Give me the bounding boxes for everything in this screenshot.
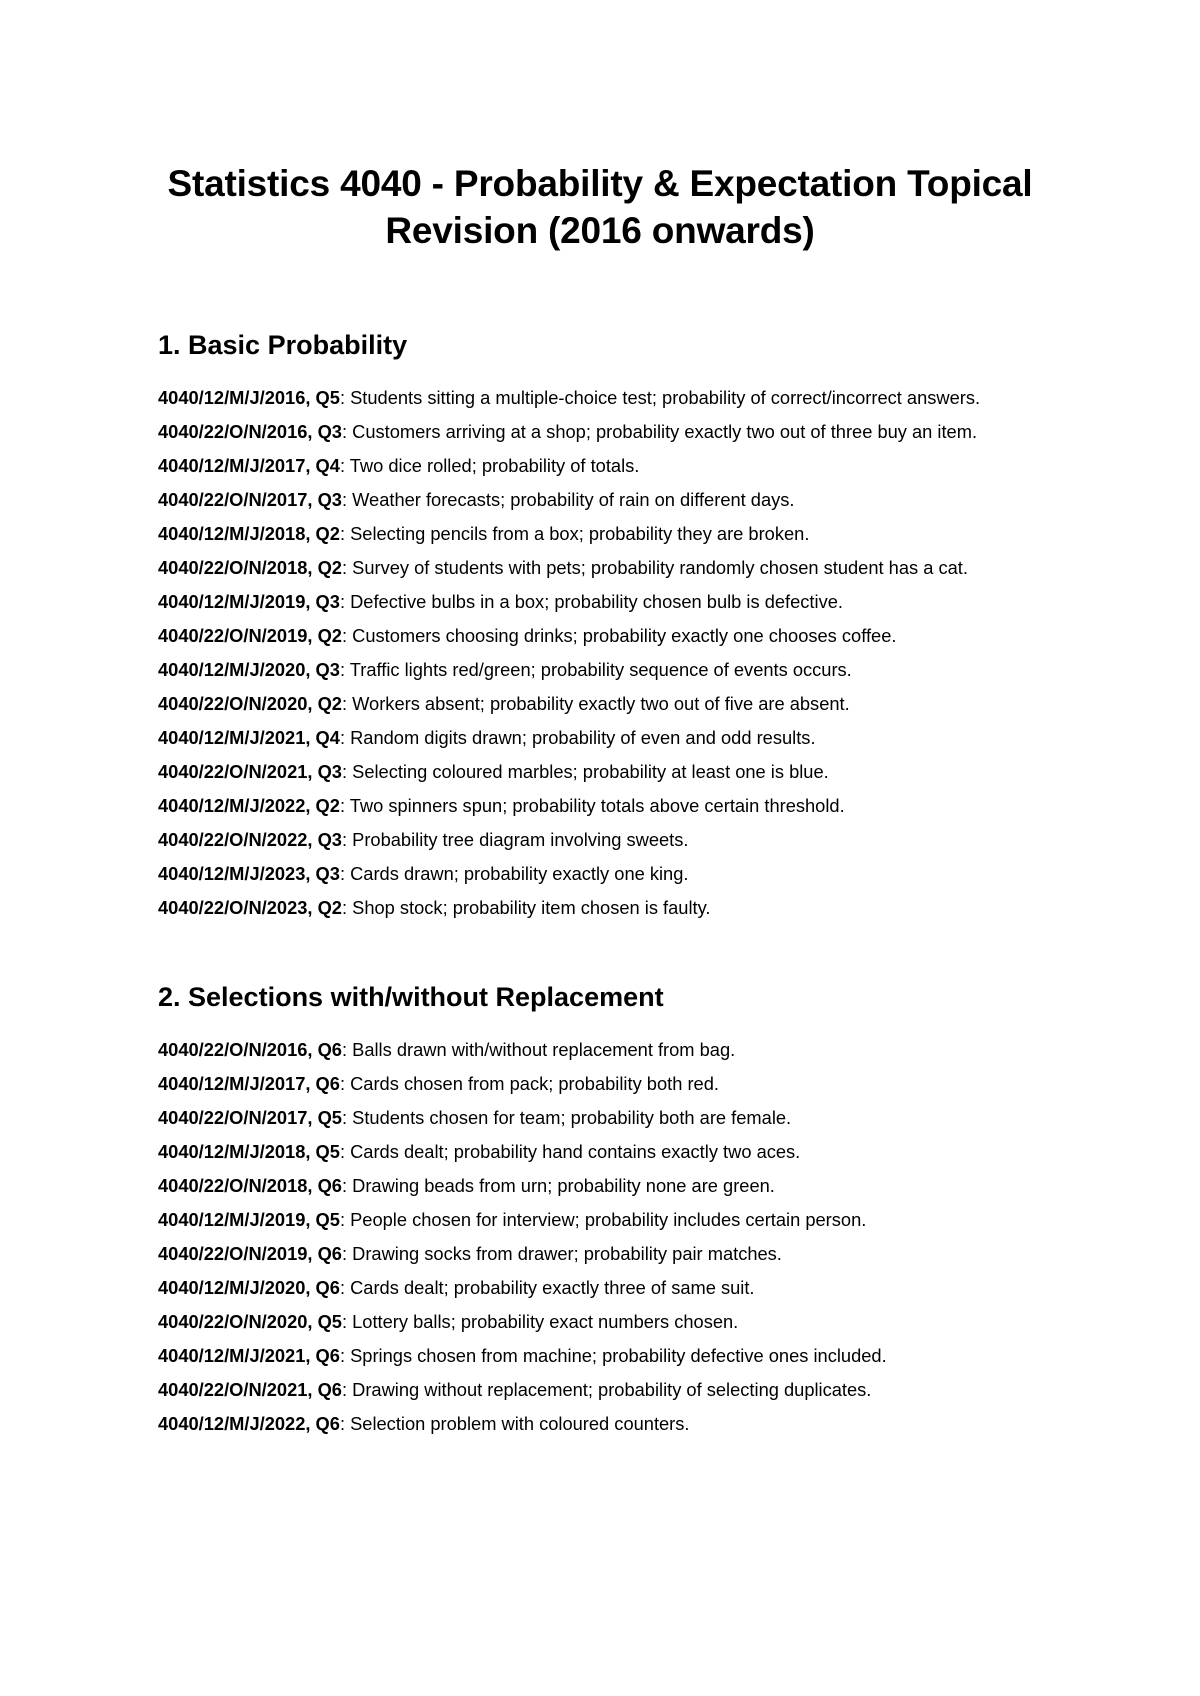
list-item <box>158 1038 1042 1062</box>
question-description: : Traffic lights red/green; probability sequence of events occurs. <box>339 659 852 680</box>
section-selections-replacement <box>158 980 1042 1436</box>
paper-reference: 4040/12/M/J/2016, Q5 <box>158 387 340 408</box>
question-description: : Probability tree diagram involving sweets. <box>341 829 689 850</box>
question-description: : Defective bulbs in a box; probability chosen bulb is defective. <box>339 591 843 612</box>
paper-reference: 4040/22/O/N/2016, Q3 <box>158 421 342 442</box>
paper-reference: 4040/12/M/J/2019, Q3 <box>158 591 340 612</box>
section-basic-probability <box>158 328 1042 920</box>
question-description: : Workers absent; probability exactly two out of five are absent. <box>341 693 850 714</box>
paper-reference: 4040/22/O/N/2018, Q6 <box>158 1175 342 1196</box>
paper-reference: 4040/12/M/J/2018, Q2 <box>158 523 340 544</box>
paper-reference: 4040/12/M/J/2020, Q6 <box>158 1277 340 1298</box>
list-item <box>158 896 1042 920</box>
question-description: : Two spinners spun; probability totals above certain threshold. <box>339 795 845 816</box>
list-item <box>158 1208 1042 1232</box>
list-item <box>158 760 1042 784</box>
list-item <box>158 726 1042 750</box>
question-description: : Students chosen for team; probability both are female. <box>341 1107 792 1128</box>
question-description: : Customers arriving at a shop; probability exactly two out of three buy an item. <box>341 421 978 442</box>
question-description: : Shop stock; probability item chosen is faulty. <box>341 897 711 918</box>
paper-reference: 4040/22/O/N/2017, Q5 <box>158 1107 342 1128</box>
question-description: : Weather forecasts; probability of rain on different days. <box>341 489 795 510</box>
question-description: : Two dice rolled; probability of totals. <box>339 455 640 476</box>
paper-reference: 4040/22/O/N/2016, Q6 <box>158 1039 342 1060</box>
list-item <box>158 1378 1042 1402</box>
paper-reference: 4040/22/O/N/2021, Q3 <box>158 761 342 782</box>
paper-reference: 4040/12/M/J/2022, Q2 <box>158 795 340 816</box>
list-item <box>158 1174 1042 1198</box>
list-item <box>158 1106 1042 1130</box>
question-description: : Lottery balls; probability exact numbers chosen. <box>341 1311 739 1332</box>
list-item <box>158 624 1042 648</box>
question-description: : People chosen for interview; probability includes certain person. <box>339 1209 867 1230</box>
paper-reference: 4040/22/O/N/2023, Q2 <box>158 897 342 918</box>
entry-list <box>158 1038 1042 1436</box>
question-description: : Survey of students with pets; probability randomly chosen student has a cat. <box>341 557 968 578</box>
paper-reference: 4040/22/O/N/2017, Q3 <box>158 489 342 510</box>
list-item <box>158 522 1042 546</box>
question-description: : Selecting coloured marbles; probability at least one is blue. <box>341 761 829 782</box>
list-item <box>158 556 1042 580</box>
paper-reference: 4040/12/M/J/2022, Q6 <box>158 1413 340 1434</box>
list-item <box>158 1344 1042 1368</box>
paper-reference: 4040/22/O/N/2021, Q6 <box>158 1379 342 1400</box>
question-description: : Customers choosing drinks; probability exactly one chooses coffee. <box>341 625 897 646</box>
document-title: Statistics 4040 - Probability & Expectation Topical Revision (2016 onwards) <box>167 163 1033 251</box>
list-item <box>158 590 1042 614</box>
paper-reference: 4040/12/M/J/2018, Q5 <box>158 1141 340 1162</box>
list-item <box>158 1276 1042 1300</box>
question-description: : Selecting pencils from a box; probability they are broken. <box>339 523 810 544</box>
question-description: : Cards dealt; probability hand contains exactly two aces. <box>339 1141 801 1162</box>
question-description: : Drawing without replacement; probability of selecting duplicates. <box>341 1379 872 1400</box>
list-item <box>158 1310 1042 1334</box>
question-description: : Cards dealt; probability exactly three of same suit. <box>339 1277 755 1298</box>
paper-reference: 4040/12/M/J/2021, Q6 <box>158 1345 340 1366</box>
question-description: : Random digits drawn; probability of even and odd results. <box>339 727 816 748</box>
question-description: : Students sitting a multiple-choice test; probability of correct/incorrect answers. <box>339 387 981 408</box>
list-item <box>158 454 1042 478</box>
list-item <box>158 1412 1042 1436</box>
list-item <box>158 488 1042 512</box>
list-item <box>158 828 1042 852</box>
section-heading: 2. Selections with/without Replacement <box>158 982 664 1012</box>
paper-reference: 4040/22/O/N/2018, Q2 <box>158 557 342 578</box>
list-item <box>158 386 1042 410</box>
section-heading: 1. Basic Probability <box>158 330 408 360</box>
paper-reference: 4040/22/O/N/2022, Q3 <box>158 829 342 850</box>
list-item <box>158 658 1042 682</box>
list-item <box>158 692 1042 716</box>
question-description: : Drawing socks from drawer; probability pair matches. <box>341 1243 782 1264</box>
list-item <box>158 1140 1042 1164</box>
list-item <box>158 1242 1042 1266</box>
list-item <box>158 862 1042 886</box>
paper-reference: 4040/12/M/J/2023, Q3 <box>158 863 340 884</box>
question-description: : Balls drawn with/without replacement from bag. <box>341 1039 736 1060</box>
entry-list <box>158 386 1042 920</box>
paper-reference: 4040/12/M/J/2021, Q4 <box>158 727 340 748</box>
paper-reference: 4040/22/O/N/2020, Q5 <box>158 1311 342 1332</box>
list-item <box>158 420 1042 444</box>
list-item <box>158 1072 1042 1096</box>
question-description: : Drawing beads from urn; probability none are green. <box>341 1175 775 1196</box>
question-description: : Cards chosen from pack; probability both red. <box>339 1073 719 1094</box>
paper-reference: 4040/22/O/N/2020, Q2 <box>158 693 342 714</box>
question-description: : Springs chosen from machine; probability defective ones included. <box>339 1345 887 1366</box>
question-description: : Cards drawn; probability exactly one king. <box>339 863 689 884</box>
paper-reference: 4040/22/O/N/2019, Q2 <box>158 625 342 646</box>
paper-reference: 4040/12/M/J/2019, Q5 <box>158 1209 340 1230</box>
paper-reference: 4040/12/M/J/2017, Q6 <box>158 1073 340 1094</box>
paper-reference: 4040/12/M/J/2020, Q3 <box>158 659 340 680</box>
question-description: : Selection problem with coloured counters. <box>339 1413 690 1434</box>
paper-reference: 4040/22/O/N/2019, Q6 <box>158 1243 342 1264</box>
paper-reference: 4040/12/M/J/2017, Q4 <box>158 455 340 476</box>
list-item <box>158 794 1042 818</box>
